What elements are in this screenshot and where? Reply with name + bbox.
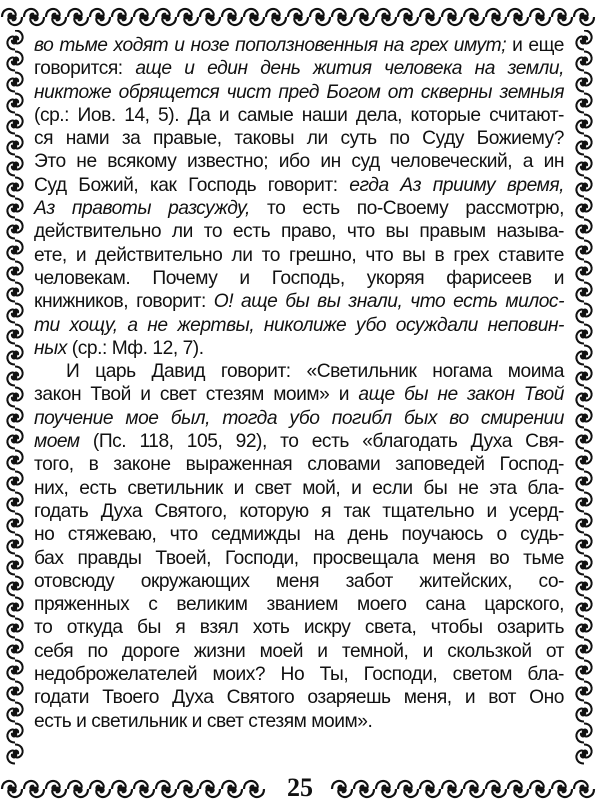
text-line: [34, 640, 564, 663]
text-line: [34, 220, 564, 243]
text-line: [34, 127, 564, 150]
text-run: ете, и действительно ли то грешно, что вы в грех ставите: [34, 244, 564, 266]
text-line: [34, 570, 564, 593]
text-run: говорится:: [34, 58, 136, 80]
italic-quote: Аз правоты разсужду,: [34, 198, 250, 220]
text-run: (ср.: Иов. 14, 5). Да и самые наши дела, которые считают-: [34, 104, 564, 126]
text-line: [34, 430, 564, 453]
text-run: бах правды Твоей, Господи, просвещала меня во тьме: [34, 547, 564, 569]
text-run: годати Твоего Духа Святого озаряешь меня, и вот Оно: [34, 687, 564, 709]
ornament-border-bottom-right: [330, 768, 600, 810]
scroll-ornament: [568, 30, 600, 770]
italic-quote: моем: [34, 431, 80, 453]
text-line: [34, 360, 564, 383]
text-line: [34, 407, 564, 430]
text-line: [34, 547, 564, 570]
italic-quote: О! аще бы вы знали, что есть милос-: [213, 291, 565, 313]
text-line: [34, 710, 564, 733]
scroll-ornament: [0, 768, 270, 810]
text-line: [34, 500, 564, 523]
text-run: но стяжеваю, что седмижды на день поучаюсь о судь-: [34, 524, 564, 546]
scroll-ornament: [0, 30, 30, 770]
text-line: [34, 337, 564, 360]
ornament-border-bottom-left: [0, 768, 270, 810]
page-text: [34, 34, 564, 733]
text-run: них, есть светильник и свет мой, и если бы не эта бла-: [34, 477, 564, 499]
text-line: [34, 267, 564, 290]
text-line: [34, 197, 564, 220]
text-line: [34, 174, 564, 197]
text-line: [34, 686, 564, 709]
text-run: И царь Давид говорит: «Светильник ногама моима: [66, 361, 564, 383]
italic-quote: ных: [34, 337, 67, 359]
text-line: [34, 104, 564, 127]
text-run: есть и светильник и свет стезям моим».: [34, 710, 373, 732]
text-run: ся нами за правые, таковы ли суть по Суду Божиему?: [34, 128, 564, 150]
text-run: действительно ли то есть право, что вы правым называ-: [34, 221, 564, 243]
text-run: пряженных с великим званием моего сана царского,: [34, 594, 564, 616]
text-line: [34, 150, 564, 173]
text-line: [34, 593, 564, 616]
italic-quote: егда Аз прииму время,: [349, 174, 565, 196]
text-line: [34, 314, 564, 337]
text-line: [34, 244, 564, 267]
text-run: Суд Божий, как Господь говорит:: [34, 174, 350, 196]
text-run: себя по дороге жизни моей и темной, и скользкой от: [34, 640, 564, 662]
text-line: [34, 616, 564, 639]
text-run: (Пс. 118, 105, 92), то есть «благодать Духа Свя-: [79, 431, 564, 453]
text-run: годать Духа Святого, которую я так тщательно и усерд-: [34, 500, 564, 522]
text-line: [34, 34, 564, 57]
italic-quote: аще и един день жития человека на земли,: [135, 58, 564, 80]
text-run: то откуда бы я взял хоть искру света, чтобы озарить: [34, 617, 564, 639]
text-line: [34, 290, 564, 313]
text-run: того, в законе выраженная словами заповедей Господ-: [34, 454, 564, 476]
italic-quote: аще бы не закон Твой: [358, 384, 565, 406]
text-run: закон Твой и свет стезям моим» и: [34, 384, 359, 406]
text-run: человекам. Почему и Господь, укоряя фарисеев и: [34, 267, 564, 289]
text-run: книжников, говорит:: [34, 291, 214, 313]
text-line: [34, 57, 564, 80]
italic-quote: во тьме ходят и нозе поползновенныя на грех имут;: [34, 35, 507, 56]
text-run: отовсюду окружающих меня забот житейских, со-: [34, 570, 564, 592]
text-line: [34, 523, 564, 546]
italic-quote: ти хощу, а не жертвы, николиже убо осуждали неповин-: [34, 314, 564, 336]
text-run: недоброжелателей моих? Но Ты, Господи, светом бла-: [34, 664, 564, 686]
text-line: [34, 383, 564, 406]
scroll-ornament: [330, 768, 600, 810]
text-line: [34, 453, 564, 476]
text-line: [34, 477, 564, 500]
text-run: то есть по-Своему рассмотрю,: [249, 198, 564, 220]
text-run: (ср.: Мф. 12, 7).: [66, 337, 204, 359]
ornament-border-right: [568, 30, 600, 770]
text-line: [34, 663, 564, 686]
text-run: и еще: [506, 35, 564, 56]
ornament-border-top: [0, 0, 600, 34]
text-run: Это не всякому известно; ибо ин суд человеческий, а ин: [34, 151, 564, 173]
italic-quote: никтоже обрящется чист пред Богом от скверны земныя: [34, 81, 564, 103]
page-number: 25: [287, 773, 313, 802]
ornament-border-left: [0, 30, 30, 770]
scroll-ornament: [0, 0, 600, 34]
text-line: [34, 81, 564, 104]
italic-quote: поучение мое был, тогда убо погибл бых во смирении: [34, 407, 564, 429]
